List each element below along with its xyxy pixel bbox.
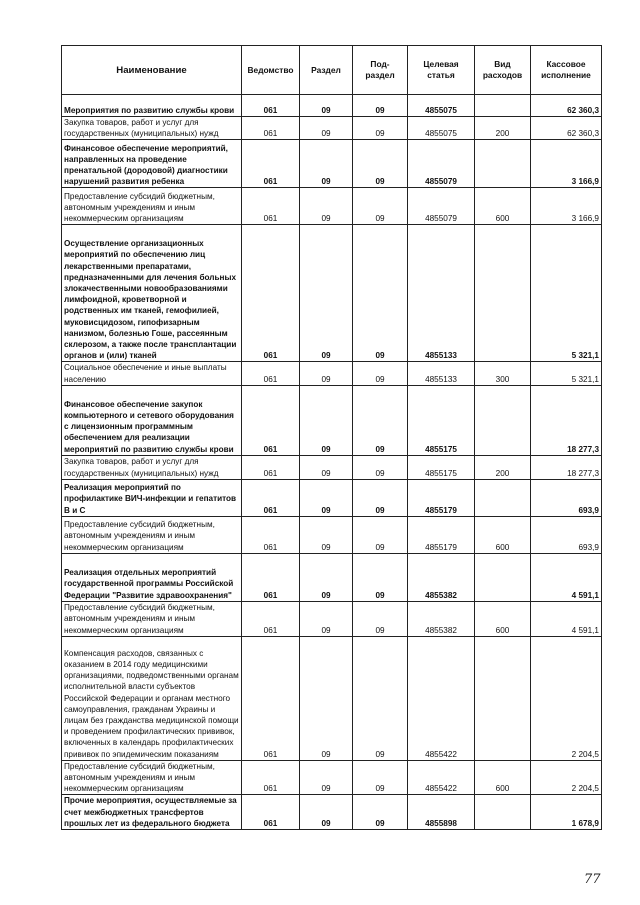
cell-target: 4855422 <box>408 636 475 760</box>
cell-name: Предоставление субсидий бюджетным, автономным учреждениям и иным некоммерческим организациям <box>62 516 242 553</box>
cell-cash: 62 360,3 <box>531 95 602 117</box>
cell-expense-type <box>475 795 531 830</box>
cell-subsection: 09 <box>353 479 408 516</box>
table-row <box>62 553 602 601</box>
table-row <box>62 225 602 362</box>
header-subsection: Под- раздел <box>353 46 408 95</box>
table-row <box>62 140 602 188</box>
cell-cash: 4 591,1 <box>531 601 602 636</box>
cell-cash: 2 204,5 <box>531 760 602 795</box>
cell-target: 4855179 <box>408 479 475 516</box>
cell-section: 09 <box>300 117 353 140</box>
cell-cash: 693,9 <box>531 479 602 516</box>
cell-department: 061 <box>242 95 300 117</box>
cell-subsection: 09 <box>353 760 408 795</box>
cell-target: 4855175 <box>408 385 475 455</box>
cell-cash: 3 166,9 <box>531 188 602 225</box>
cell-name: Реализация отдельных мероприятий государственной программы Российской Федерации "Развитие здравоохранения" <box>62 553 242 601</box>
cell-section: 09 <box>300 188 353 225</box>
cell-expense-type <box>475 385 531 455</box>
table-row <box>62 95 602 117</box>
cell-name: Предоставление субсидий бюджетным, автономным учреждениям и иным некоммерческим организациям <box>62 188 242 225</box>
cell-subsection: 09 <box>353 362 408 385</box>
cell-cash: 18 277,3 <box>531 385 602 455</box>
cell-section: 09 <box>300 795 353 830</box>
cell-section: 09 <box>300 455 353 479</box>
cell-target: 4855075 <box>408 95 475 117</box>
cell-target: 4855075 <box>408 117 475 140</box>
cell-name: Финансовое обеспечение закупок компьютерного и сетевого оборудования с лицензионным программным обеспечением для реализации мероприятий по развитию службы крови <box>62 385 242 455</box>
cell-expense-type: 300 <box>475 362 531 385</box>
cell-target: 4855175 <box>408 455 475 479</box>
cell-department: 061 <box>242 636 300 760</box>
budget-table <box>61 45 602 830</box>
cell-cash: 62 360,3 <box>531 117 602 140</box>
table-row <box>62 479 602 516</box>
table-row <box>62 362 602 385</box>
cell-name: Реализация мероприятий по профилактике ВИЧ-инфекции и гепатитов В и С <box>62 479 242 516</box>
cell-department: 061 <box>242 455 300 479</box>
cell-department: 061 <box>242 140 300 188</box>
cell-expense-type: 600 <box>475 188 531 225</box>
cell-department: 061 <box>242 553 300 601</box>
cell-department: 061 <box>242 385 300 455</box>
cell-name: Социальное обеспечение и иные выплаты населению <box>62 362 242 385</box>
cell-name: Компенсация расходов, связанных с оказанием в 2014 году медицинскими организациями, подведомственными органам исполнительной власти субъектов Российской Федерации и органам местного самоуправления, гражданам Украины и лицам без гражданства медицинской помощи и проведением профилактических прививок, включенных в календарь профилактических прививок по эпидемическим показаниям <box>62 636 242 760</box>
cell-expense-type: 200 <box>475 117 531 140</box>
cell-subsection: 09 <box>353 140 408 188</box>
cell-expense-type: 600 <box>475 760 531 795</box>
cell-department: 061 <box>242 601 300 636</box>
cell-section: 09 <box>300 760 353 795</box>
cell-name: Закупка товаров, работ и услуг для государственных (муниципальных) нужд <box>62 455 242 479</box>
table-row <box>62 760 602 795</box>
cell-department: 061 <box>242 117 300 140</box>
header-target: Целевая статья <box>408 46 475 95</box>
cell-department: 061 <box>242 479 300 516</box>
cell-name: Финансовое обеспечение мероприятий, направленных на проведение пренатальной (дородовой) диагностики нарушений развития ребенка <box>62 140 242 188</box>
table-row <box>62 117 602 140</box>
table-row <box>62 455 602 479</box>
cell-subsection: 09 <box>353 553 408 601</box>
cell-subsection: 09 <box>353 117 408 140</box>
cell-name: Предоставление субсидий бюджетным, автономным учреждениям и иным некоммерческим организациям <box>62 760 242 795</box>
cell-section: 09 <box>300 385 353 455</box>
cell-cash: 5 321,1 <box>531 362 602 385</box>
cell-target: 4855422 <box>408 760 475 795</box>
cell-expense-type <box>475 225 531 362</box>
cell-department: 061 <box>242 362 300 385</box>
cell-subsection: 09 <box>353 95 408 117</box>
cell-section: 09 <box>300 362 353 385</box>
cell-section: 09 <box>300 553 353 601</box>
header-department: Ведомство <box>242 46 300 95</box>
header-section: Раздел <box>300 46 353 95</box>
page-number: 77 <box>584 872 601 887</box>
cell-name: Закупка товаров, работ и услуг для государственных (муниципальных) нужд <box>62 117 242 140</box>
cell-target: 4855382 <box>408 601 475 636</box>
header-cash: Кассовое исполнение <box>531 46 602 95</box>
cell-subsection: 09 <box>353 225 408 362</box>
cell-expense-type <box>475 479 531 516</box>
cell-department: 061 <box>242 795 300 830</box>
cell-target: 4855133 <box>408 225 475 362</box>
cell-expense-type: 200 <box>475 455 531 479</box>
cell-name: Осуществление организационных мероприятий по обеспечению лиц лекарственными препаратами, предназначенными для лечения больных злокачественными новообразованиями лимфоидной, кроветворной и родственных им тканей, гемофилией, муковисцидозом, гипофизарным нанизмом, болезнью Гоше, рассеянным склерозом, а также после трансплантации органов и (или) тканей <box>62 225 242 362</box>
cell-section: 09 <box>300 140 353 188</box>
header-expense-type: Вид расходов <box>475 46 531 95</box>
cell-subsection: 09 <box>353 188 408 225</box>
cell-section: 09 <box>300 636 353 760</box>
cell-name: Прочие мероприятия, осуществляемые за счет межбюджетных трансфертов прошлых лет из федерального бюджета <box>62 795 242 830</box>
cell-subsection: 09 <box>353 385 408 455</box>
cell-target: 4855133 <box>408 362 475 385</box>
cell-subsection: 09 <box>353 516 408 553</box>
cell-cash: 4 591,1 <box>531 553 602 601</box>
cell-target: 4855079 <box>408 140 475 188</box>
cell-department: 061 <box>242 760 300 795</box>
cell-section: 09 <box>300 516 353 553</box>
cell-section: 09 <box>300 225 353 362</box>
cell-department: 061 <box>242 516 300 553</box>
cell-subsection: 09 <box>353 601 408 636</box>
header-name: Наименование <box>62 46 242 95</box>
cell-section: 09 <box>300 95 353 117</box>
cell-cash: 5 321,1 <box>531 225 602 362</box>
cell-cash: 1 678,9 <box>531 795 602 830</box>
table-body <box>62 95 602 830</box>
cell-department: 061 <box>242 188 300 225</box>
table-row <box>62 795 602 830</box>
cell-cash: 3 166,9 <box>531 140 602 188</box>
cell-subsection: 09 <box>353 636 408 760</box>
cell-expense-type <box>475 140 531 188</box>
table-row <box>62 601 602 636</box>
cell-expense-type <box>475 95 531 117</box>
cell-section: 09 <box>300 479 353 516</box>
cell-section: 09 <box>300 601 353 636</box>
table-header-row <box>62 46 602 95</box>
table-row <box>62 385 602 455</box>
cell-expense-type <box>475 636 531 760</box>
cell-target: 4855382 <box>408 553 475 601</box>
table-row <box>62 636 602 760</box>
cell-department: 061 <box>242 225 300 362</box>
table-row <box>62 188 602 225</box>
cell-target: 4855079 <box>408 188 475 225</box>
cell-target: 4855179 <box>408 516 475 553</box>
cell-cash: 693,9 <box>531 516 602 553</box>
cell-name: Предоставление субсидий бюджетным, автономным учреждениям и иным некоммерческим организациям <box>62 601 242 636</box>
cell-expense-type <box>475 553 531 601</box>
cell-expense-type: 600 <box>475 601 531 636</box>
cell-subsection: 09 <box>353 455 408 479</box>
cell-cash: 2 204,5 <box>531 636 602 760</box>
cell-expense-type: 600 <box>475 516 531 553</box>
cell-subsection: 09 <box>353 795 408 830</box>
table-row <box>62 516 602 553</box>
cell-name: Мероприятия по развитию службы крови <box>62 95 242 117</box>
cell-cash: 18 277,3 <box>531 455 602 479</box>
cell-target: 4855898 <box>408 795 475 830</box>
